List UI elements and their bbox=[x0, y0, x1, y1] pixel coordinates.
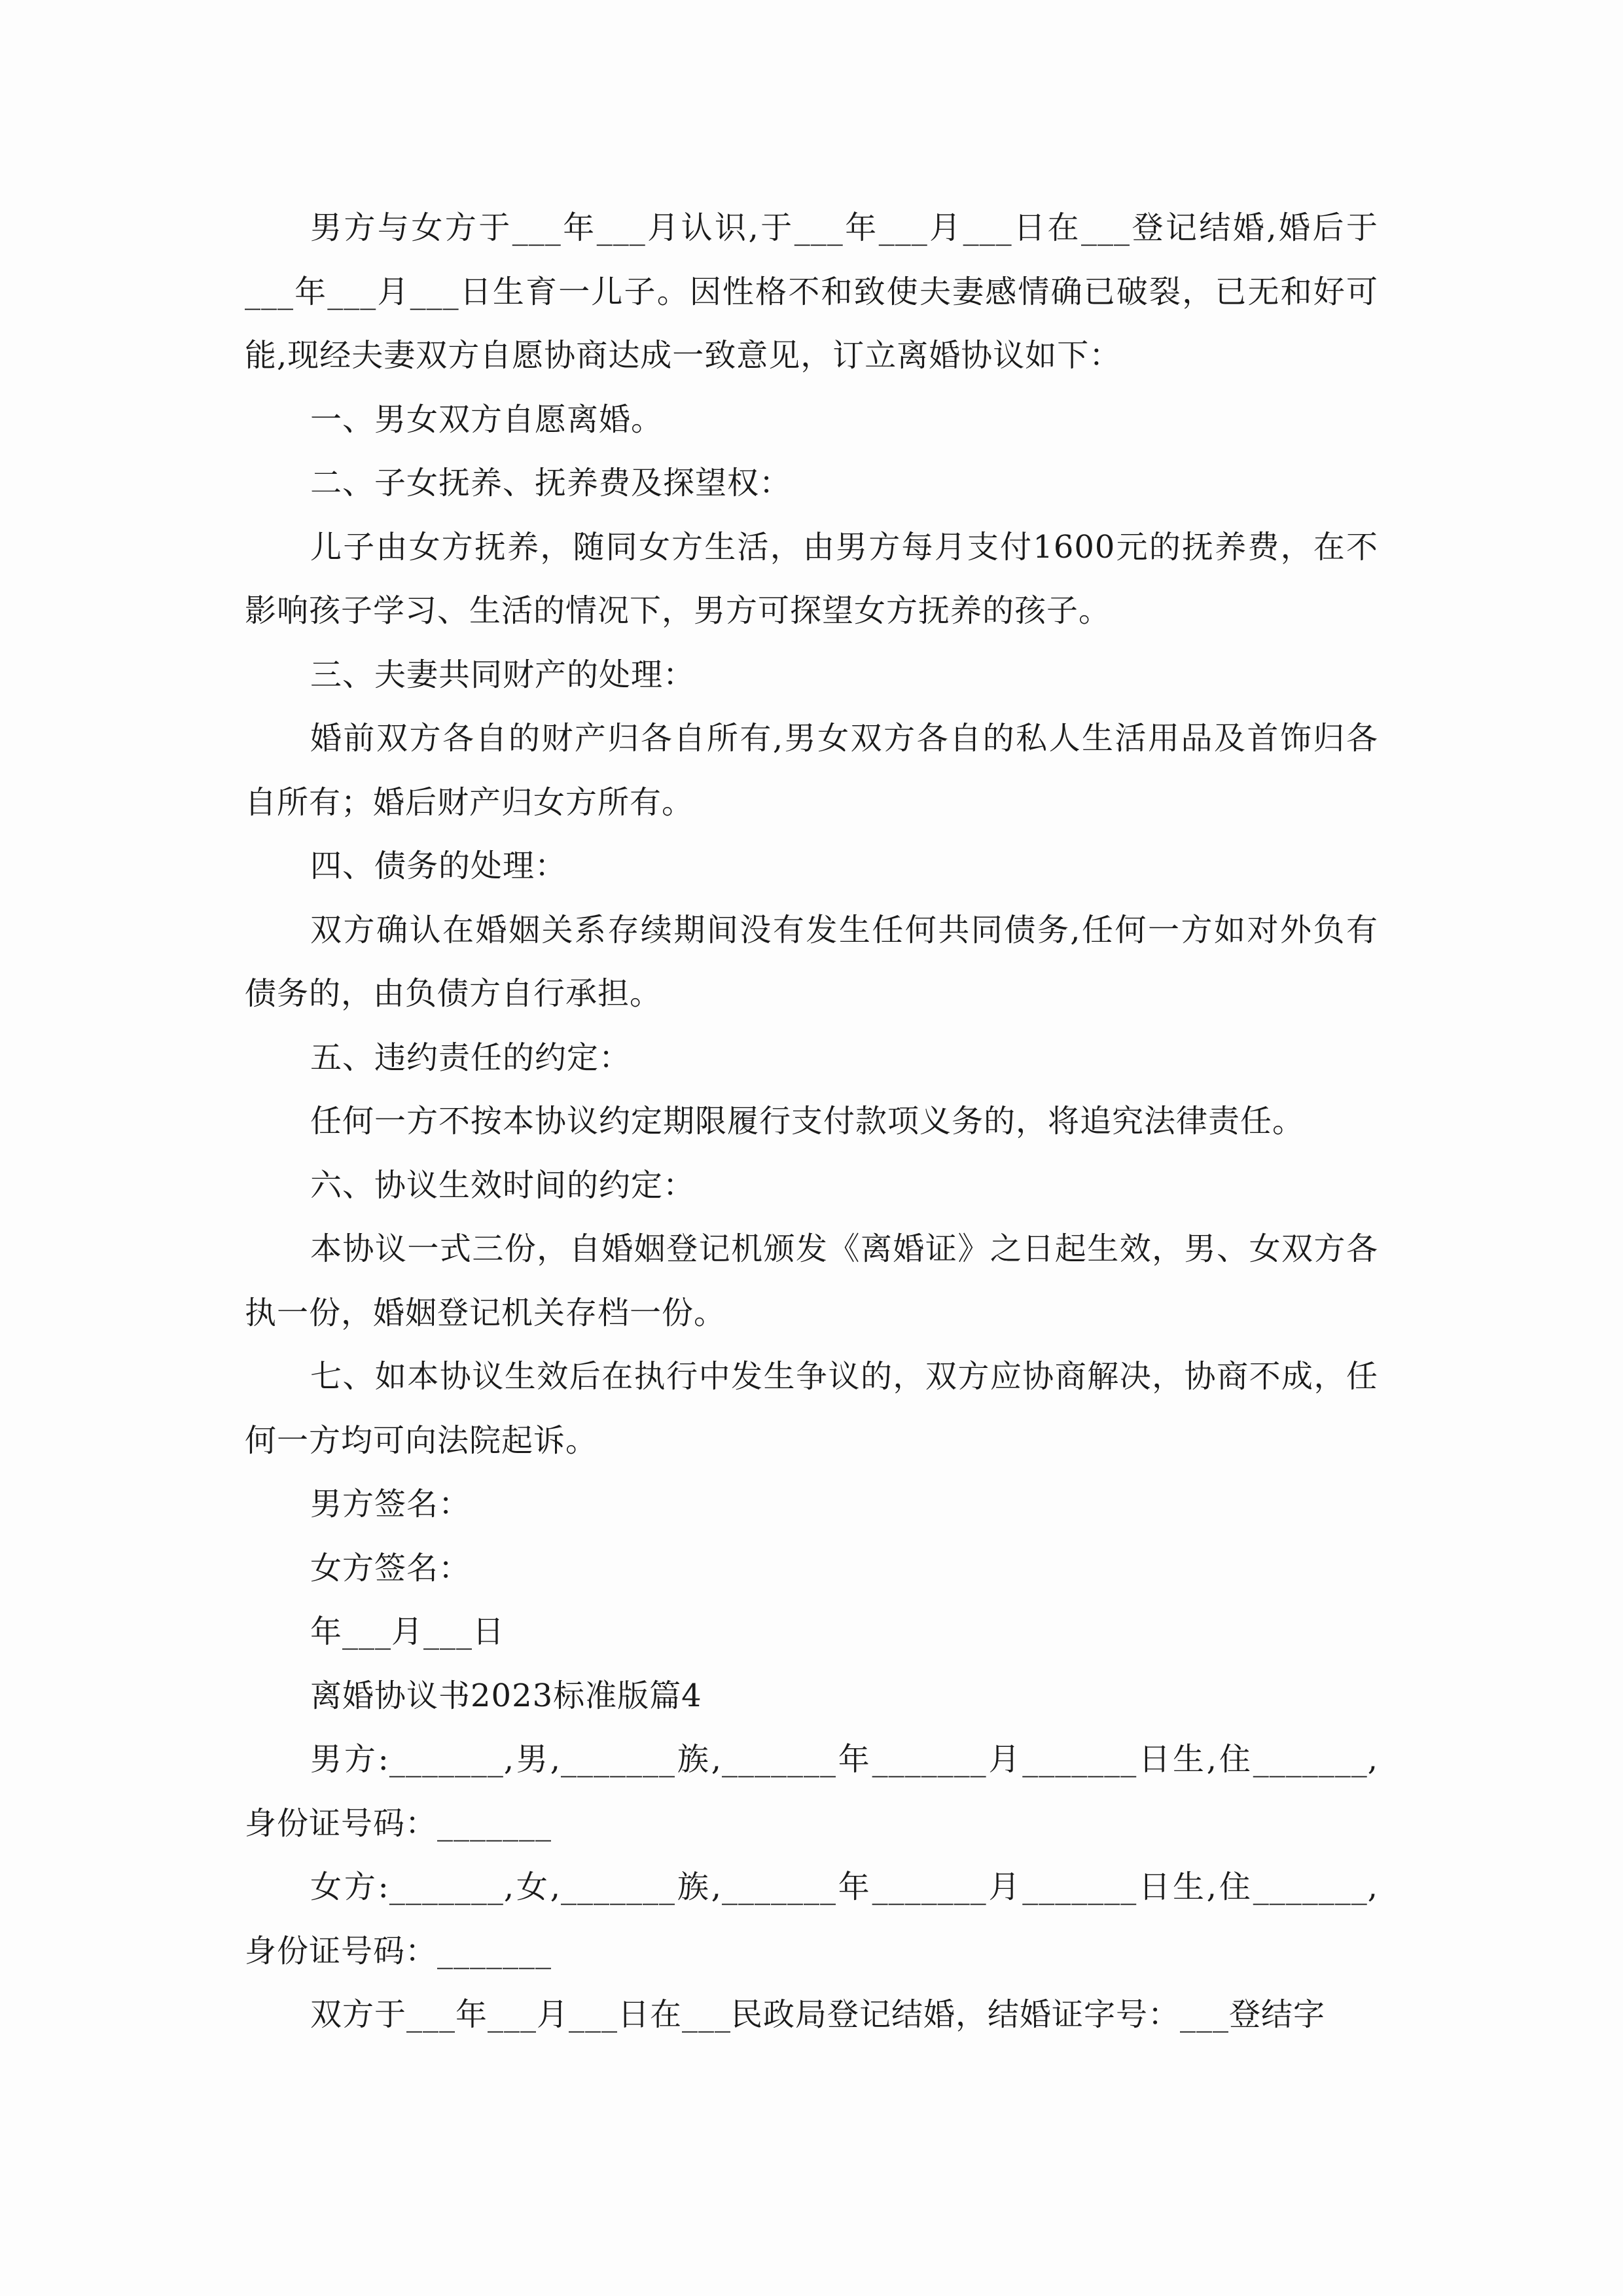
document-body bbox=[245, 196, 1378, 2047]
clause-6-body: 本协议一式三份，自婚姻登记机颁发《离婚证》之日起生效，男、女双方各执一份，婚姻登记机关存档一份。 bbox=[245, 1230, 1378, 1331]
clause-4-body: 双方确认在婚姻关系存续期间没有发生任何共同债务,任何一方如对外负有债务的，由负债方自行承担。 bbox=[245, 911, 1378, 1012]
clause-2-heading: 二、子女抚养、抚养费及探望权： bbox=[310, 465, 792, 501]
clause-6-heading: 六、协议生效时间的约定： bbox=[310, 1166, 696, 1204]
clause-3-heading: 三、夫妻共同财产的处理： bbox=[310, 656, 696, 693]
clause-2-body: 儿子由女方抚养，随同女方生活，由男方每月支付1600元的抚养费，在不影响孩子学习、生活的情况下，男方可探望女方抚养的孩子。 bbox=[245, 528, 1378, 629]
paragraph-intro: 男方与女方于___年___月认识,于___年___月___日在___登记结婚,婚后于___年___月___日生育一儿子。因性格不和致使夫妻感情确已破裂，已无和好可能,现经夫妻双方自愿协商达成一致意见，订立离婚协议如下： bbox=[245, 209, 1378, 374]
clause-3-body: 婚前双方各自的财产归各自所有,男女双方各自的私人生活用品及首饰归各自所有；婚后财产归女方所有。 bbox=[245, 720, 1378, 821]
clause-5-body: 任何一方不按本协议约定期限履行支付款项义务的，将追究法律责任。 bbox=[310, 1103, 1305, 1139]
marriage-registration-info: 双方于___年___月___日在___民政局登记结婚，结婚证字号：___登结字 bbox=[310, 1996, 1326, 2033]
female-signature-line: 女方签名： bbox=[310, 1549, 471, 1587]
clause-7: 七、如本协议生效后在执行中发生争议的，双方应协商解决，协商不成，任何一方均可向法院起诉。 bbox=[245, 1358, 1378, 1459]
clause-5-heading: 五、违约责任的约定： bbox=[310, 1039, 632, 1076]
section-title: 离婚协议书2023标准版篇4 bbox=[310, 1677, 702, 1714]
clause-1-heading: 一、男女双方自愿离婚。 bbox=[310, 401, 664, 438]
clause-4-heading: 四、债务的处理： bbox=[310, 848, 567, 884]
date-line: 年___月___日 bbox=[310, 1613, 505, 1650]
male-party-info: 男方:_______,男,_______族,_______年_______月_______日生,住_______,身份证号码：_______ bbox=[245, 1741, 1378, 1842]
female-party-info: 女方:_______,女,_______族,_______年_______月_______日生,住_______,身份证号码：_______ bbox=[245, 1869, 1378, 1969]
male-signature-line: 男方签名： bbox=[310, 1486, 471, 1522]
